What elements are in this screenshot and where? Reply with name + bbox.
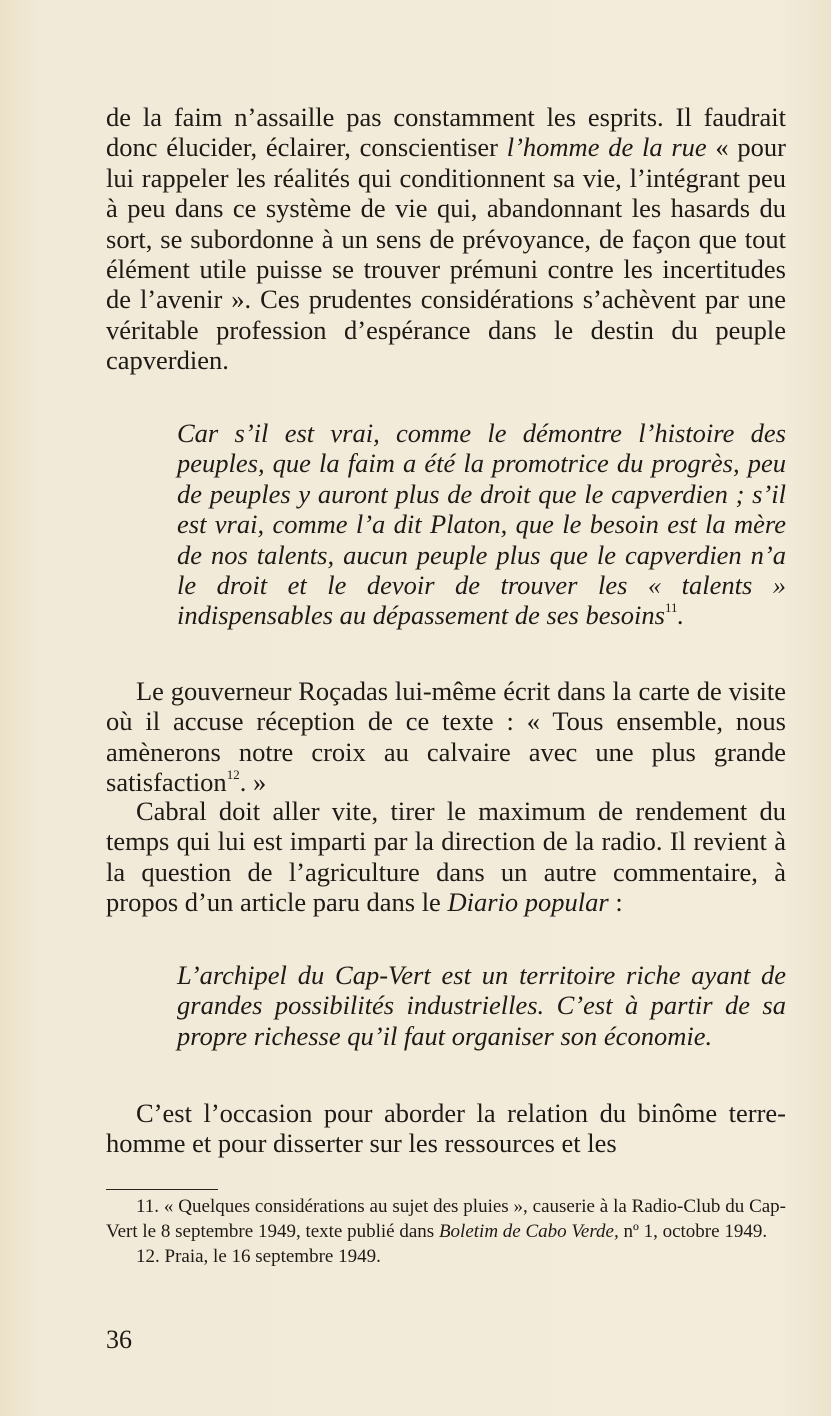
paragraph-4	[106, 1098, 786, 1159]
footnote-ref-12: 12	[226, 767, 240, 783]
paragraph-1	[106, 102, 786, 376]
footnotes	[106, 1194, 786, 1269]
footnote-12-text: Praia, le 16 septembre 1949.	[159, 1246, 381, 1267]
block-quote-1-end: .	[677, 600, 685, 631]
block-quote-1-text: Car s’il est vrai, comme le démontre l’histoire des peuples, que la faim a été la promotrice du progrès, peu de peuples y auront plus de droit que le capverdien ; s’il est vrai, comme l’a dit Platon, que le besoin est la mère de nos talents, aucun peuple plus que le capverdien n’a le droit et le devoir de trouver les « talents » indispensables au dépassement de ses besoins	[177, 418, 786, 631]
block-quote-2-text: L’archipel du Cap-Vert est un territoire riche ayant de grandes possibilités industrielles. C’est à partir de sa propre richesse qu’il faut organiser son économie.	[177, 960, 786, 1051]
page-number: 36	[106, 1325, 132, 1354]
footnote-11-text-b: nº 1, octobre 1949.	[618, 1221, 768, 1242]
block-quote-1	[177, 418, 786, 631]
footnote-ref-11: 11	[665, 600, 678, 616]
paragraph-1-text-b: « pour lui rappeler les réalités qui conditionnent sa vie, l’intégrant peu à peu dans ce système de vie qui, abandonnant les hasards du sort, se subordonne à un sens de prévoyance, de façon que tout élément utile puisse se trouver prémuni contre les incertitudes de l’avenir ». Ces prudentes considérations s’achèvent par une véritable profession d’espérance dans le destin du peuple capverdien.	[106, 132, 786, 376]
paragraph-1-italic: l’homme de la rue	[506, 132, 707, 163]
paragraph-3-italic: Diario popular	[447, 887, 609, 918]
footnote-11-text-a: « Quelques considérations au sujet des pluies », causerie à la Radio-Club du Cap-Vert le 8 septembre 1949, texte publié dans	[106, 1196, 786, 1242]
footnote-11-number: 11.	[136, 1196, 160, 1217]
footnote-11-italic: Boletim de Cabo Verde,	[438, 1221, 619, 1242]
block-quote-2	[177, 960, 786, 1051]
paragraph-2-text: Le gouverneur Roçadas lui-même écrit dans la carte de visite où il accuse réception de ce texte : « Tous ensemble, nous amènerons notre croix au calvaire avec une plus grande satisfaction	[106, 676, 786, 798]
footnote-11	[106, 1194, 786, 1244]
footnote-12-number: 12.	[136, 1246, 160, 1267]
paragraph-3-end: :	[608, 887, 623, 918]
paragraph-1-text-a: de la faim n’assaille pas constamment les esprits. Il faudrait donc élucider, éclairer, conscientiser	[106, 102, 786, 163]
paragraph-3-text: Cabral doit aller vite, tirer le maximum de rendement du temps qui lui est imparti par la direction de la radio. Il revient à la question de l’agriculture dans un autre commentaire, à propos d’un article paru dans le	[106, 796, 786, 918]
footnote-divider	[106, 1189, 218, 1190]
paragraph-2-end: . »	[239, 767, 267, 798]
paragraph-4-text: C’est l’occasion pour aborder la relation du binôme terre-homme et pour disserter sur les ressources et les	[106, 1098, 786, 1159]
paragraph-3	[106, 796, 786, 918]
footnote-12	[106, 1244, 786, 1269]
paragraph-2	[106, 676, 786, 798]
